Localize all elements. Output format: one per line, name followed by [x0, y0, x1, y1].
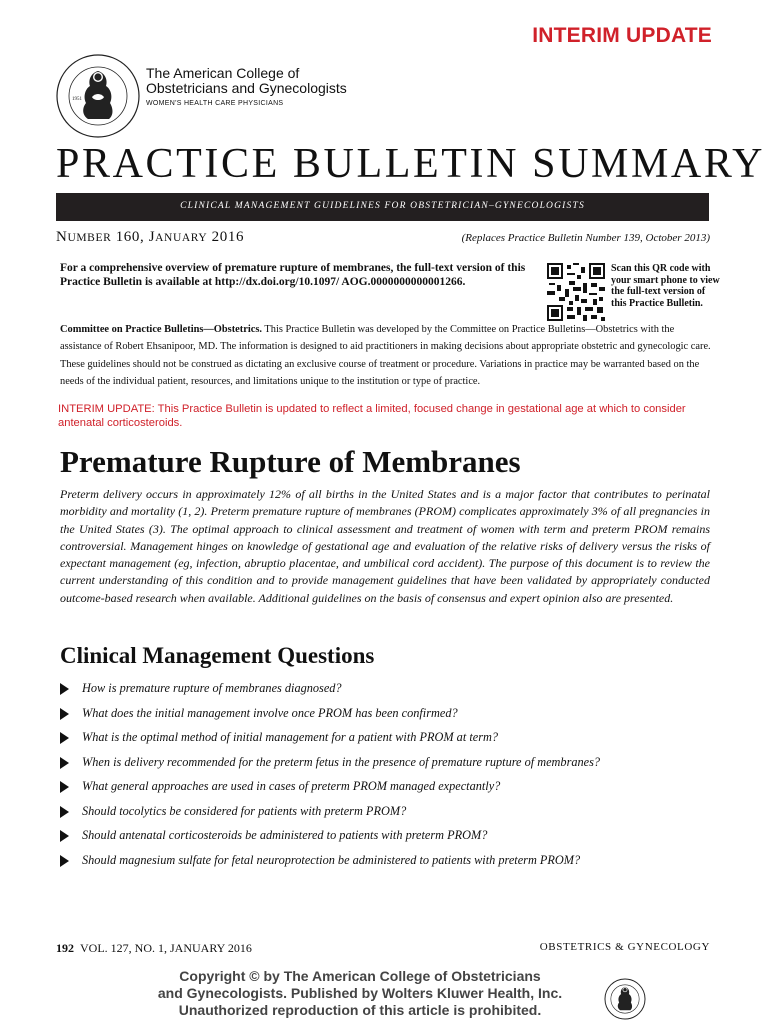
page-footer-left — [56, 941, 252, 956]
question-item: What is the optimal method of initial management for a patient with PROM at term? — [60, 729, 720, 745]
abstract: Preterm delivery occurs in approximately 12% of all births in the United States and is a major factor that contributes to perinatal morbidity and mortality (1, 2). Preterm premature rupture of membranes (PROM) complicates approximately 3% of all pregnancies in the United States (3). The optimal approach to clinical assessment and treatment of women with term and preterm PROM remains controversial. Management hinges on knowledge of gestational age and evaluation of the relative risks of delivery versus the risks of expectant management (eg, infection, abruptio placentae, and umbilical cord accident). The purpose of this document is to review the current understanding of this condition and to provide management guidelines that have been validated by appropriately conducted outcome-based research when available. Additional guidelines on the basis of consensus and expert opinion also are presented. — [60, 487, 710, 605]
copyright-notice: Copyright © by The American College of Obstetricians and Gynecologists. Published by Wolters Kluwer Health, Inc. Unauthorized reproduction of this article is prohibited. — [157, 968, 563, 1018]
acog-seal-small-logo — [604, 978, 646, 1020]
svg-text:1951: 1951 — [72, 97, 82, 102]
full-text-overview: For a comprehensive overview of premature rupture of membranes, the full-text version of this Practice Bulletin is available at http://dx.doi.org/10.1097/ AOG.0000000000001266. — [60, 262, 526, 288]
guidelines-banner: CLINICAL MANAGEMENT GUIDELINES FOR OBSTETRICIAN–GYNECOLOGISTS — [56, 193, 709, 221]
committee-text: This Practice Bulletin was developed by the Committee on Practice Bulletins—Obstetrics with the assistance of Robert Ehsanipoor, MD. The information is designed to aid practitioners in making decisions about appropriate obstetric and gynecologic care. These guidelines should not be construed as dictating an exclusive course of treatment or procedure. Variations in practice may be warranted based on the needs of the individual patient, resources, and limitations unique to the institution or type of practice. — [60, 324, 711, 388]
bullet-triangle-icon — [60, 806, 69, 818]
interim-update-note: INTERIM UPDATE: This Practice Bulletin is updated to reflect a limited, focused change in gestational age at which to consider antenatal corticosteroids. — [58, 403, 686, 429]
committee-statement — [60, 321, 712, 391]
question-item: When is delivery recommended for the preterm fetus in the presence of premature rupture of membranes? — [60, 754, 720, 770]
bullet-triangle-icon — [60, 683, 69, 695]
replaces-note: (Replaces Practice Bulletin Number 139, October 2013) — [461, 232, 710, 244]
qr-instructions: Scan this QR code with your smart phone to view the full-text version of this Practice Bulletin. — [611, 263, 720, 309]
questions-list — [60, 680, 720, 876]
page-number: 192 — [56, 941, 74, 955]
bullet-triangle-icon — [60, 708, 69, 720]
journal-name: OBSTETRICS & GYNECOLOGY — [539, 941, 710, 953]
committee-lead: Committee on Practice Bulletins—Obstetrics. — [60, 324, 262, 335]
question-item: Should antenatal corticosteroids be administered to patients with preterm PROM? — [60, 827, 720, 843]
org-name-line2: Obstetricians and Gynecologists — [146, 80, 347, 96]
bullet-triangle-icon — [60, 732, 69, 744]
bullet-triangle-icon — [60, 757, 69, 769]
acog-seal-logo — [55, 53, 141, 139]
volume-info: VOL. 127, NO. 1, JANUARY 2016 — [80, 941, 252, 955]
document-title: Premature Rupture of Membranes — [60, 444, 521, 479]
org-name — [146, 66, 347, 96]
question-item: How is premature rupture of membranes diagnosed? — [60, 680, 720, 696]
bullet-triangle-icon — [60, 855, 69, 867]
question-item: Should tocolytics be considered for patients with preterm PROM? — [60, 803, 720, 819]
org-name-line1: The American College of — [146, 65, 300, 81]
bulletin-number: NUMBER 160, JANUARY 2016 — [56, 229, 245, 245]
bullet-triangle-icon — [60, 830, 69, 842]
question-item: What general approaches are used in cases of preterm PROM managed expectantly? — [60, 778, 720, 794]
bulletin-title: PRACTICE BULLETIN SUMMARY — [56, 141, 766, 187]
interim-update-label: INTERIM UPDATE — [532, 24, 712, 47]
question-item: Should magnesium sulfate for fetal neuroprotection be administered to patients with preterm PROM? — [60, 852, 720, 868]
bullet-triangle-icon — [60, 781, 69, 793]
qr-code-icon[interactable] — [547, 263, 605, 321]
questions-heading: Clinical Management Questions — [60, 643, 375, 668]
question-item: What does the initial management involve once PROM has been confirmed? — [60, 705, 720, 721]
org-tagline: WOMEN'S HEALTH CARE PHYSICIANS — [146, 100, 284, 107]
